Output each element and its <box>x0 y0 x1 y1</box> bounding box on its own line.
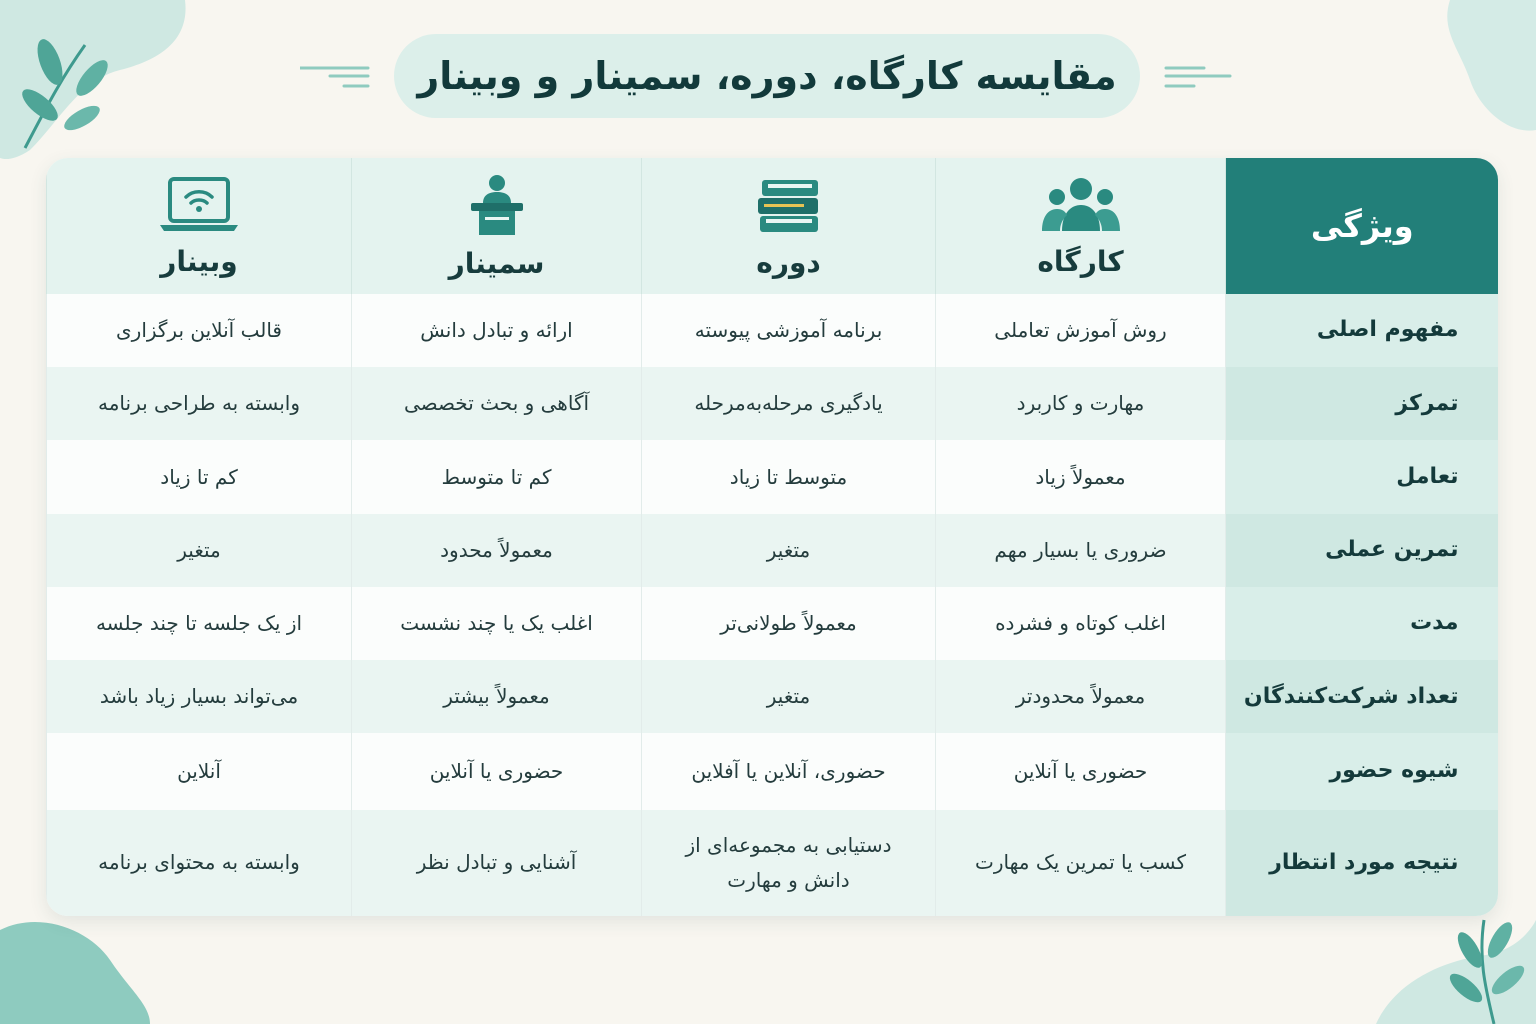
table-cell: آنلاین <box>47 733 352 809</box>
table-cell: حضوری یا آنلاین <box>352 733 642 809</box>
page-title: مقایسه کارگاه، دوره، سمینار و وبینار <box>417 54 1117 98</box>
table-header-row <box>47 158 1499 294</box>
row-label: تمرکز <box>1226 367 1499 440</box>
row-label: مفهوم اصلی <box>1226 294 1499 367</box>
table-cell: حضوری یا آنلاین <box>936 733 1226 809</box>
table-cell: ضروری یا بسیار مهم <box>936 514 1226 587</box>
table-cell: دستیابی به مجموعه‌ای از دانش و مهارت <box>642 810 936 916</box>
table-cell: روش آموزش تعاملی <box>936 294 1226 367</box>
table-cell: ارائه و تبادل دانش <box>352 294 642 367</box>
row-label: تعداد شرکت‌کنندگان <box>1226 660 1499 733</box>
column-header-course <box>642 158 936 294</box>
comparison-table-card <box>46 158 1498 916</box>
column-header-label: سمینار <box>448 246 545 280</box>
title-left-lines <box>300 60 370 92</box>
table-cell: از یک جلسه تا چند جلسه <box>47 587 352 660</box>
table-row <box>47 367 1499 440</box>
table-cell: متغیر <box>642 514 936 587</box>
table-row <box>47 440 1499 513</box>
people-group-icon <box>1038 175 1124 235</box>
row-label: تمرین عملی <box>1226 514 1499 587</box>
row-label: نتیجه مورد انتظار <box>1226 810 1499 916</box>
title-right-lines <box>1164 60 1234 92</box>
top-right-blob-decoration <box>1430 0 1536 140</box>
table-cell: متغیر <box>642 660 936 733</box>
table-cell: حضوری، آنلاین یا آفلاین <box>642 733 936 809</box>
column-header-label: وبینار <box>160 244 238 278</box>
table-cell: معمولاً محدود <box>352 514 642 587</box>
table-row <box>47 733 1499 809</box>
table-cell: وابسته به محتوای برنامه <box>47 810 352 916</box>
table-cell: قالب آنلاین برگزاری <box>47 294 352 367</box>
bottom-left-blob-decoration <box>0 910 160 1024</box>
table-cell: کم تا زیاد <box>47 440 352 513</box>
table-cell: می‌تواند بسیار زیاد باشد <box>47 660 352 733</box>
table-cell: معمولاً زیاد <box>936 440 1226 513</box>
table-cell: آگاهی و بحث تخصصی <box>352 367 642 440</box>
top-left-leaf-decoration <box>0 0 200 170</box>
table-cell: معمولاً محدودتر <box>936 660 1226 733</box>
table-cell: وابسته به طراحی برنامه <box>47 367 352 440</box>
table-cell: متغیر <box>47 514 352 587</box>
table-cell: معمولاً بیشتر <box>352 660 642 733</box>
books-stack-icon <box>754 174 824 236</box>
row-label: مدت <box>1226 587 1499 660</box>
laptop-wifi-icon <box>158 175 240 235</box>
row-label: تعامل <box>1226 440 1499 513</box>
table-cell: معمولاً طولانی‌تر <box>642 587 936 660</box>
table-row <box>47 660 1499 733</box>
table-row <box>47 514 1499 587</box>
table-cell: آشنایی و تبادل نظر <box>352 810 642 916</box>
feature-header: ویژگی <box>1226 158 1499 294</box>
column-header-webinar <box>47 158 352 294</box>
speaker-podium-icon <box>467 173 527 237</box>
table-cell: مهارت و کاربرد <box>936 367 1226 440</box>
column-header-workshop <box>936 158 1226 294</box>
column-header-seminar <box>352 158 642 294</box>
table-row <box>47 810 1499 916</box>
table-cell: اغلب کوتاه و فشرده <box>936 587 1226 660</box>
table-row <box>47 294 1499 367</box>
column-header-label: دوره <box>756 245 821 279</box>
table-cell: متوسط تا زیاد <box>642 440 936 513</box>
table-row <box>47 587 1499 660</box>
comparison-table <box>46 158 1498 916</box>
column-header-label: کارگاه <box>1037 244 1124 278</box>
table-cell: کم تا متوسط <box>352 440 642 513</box>
row-label: شیوه حضور <box>1226 733 1499 809</box>
bottom-right-leaf-decoration <box>1366 900 1536 1024</box>
table-cell: کسب یا تمرین یک مهارت <box>936 810 1226 916</box>
title-banner <box>394 34 1140 118</box>
table-cell: یادگیری مرحله‌به‌مرحله <box>642 367 936 440</box>
table-cell: برنامه آموزشی پیوسته <box>642 294 936 367</box>
table-cell: اغلب یک یا چند نشست <box>352 587 642 660</box>
